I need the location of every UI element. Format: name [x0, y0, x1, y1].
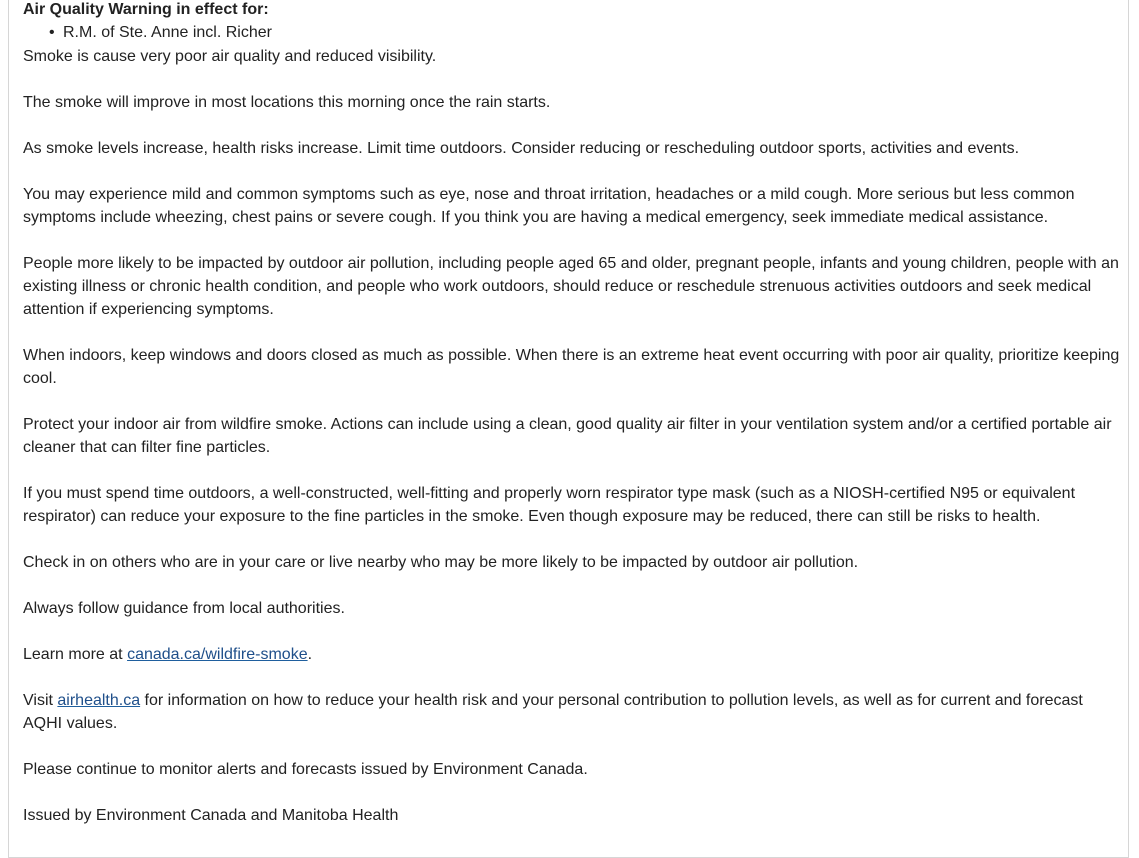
airhealth-link-text: airhealth.ca: [57, 692, 141, 709]
affected-area-item: [49, 21, 1123, 44]
paragraph-smoke-improve: The smoke will improve in most locations this morning once the rain starts.: [23, 94, 551, 111]
paragraph-monitor-alerts: Please continue to monitor alerts and forecasts issued by Environment Canada.: [23, 761, 588, 778]
airhealth-link[interactable]: [57, 692, 140, 709]
learn-more-prefix: Learn more at: [23, 646, 128, 663]
visit-prefix: Visit: [23, 692, 58, 709]
warning-heading: Air Quality Warning in effect for:: [23, 1, 269, 18]
air-quality-warning-document: [23, 0, 1123, 850]
paragraph-at-risk-people: People more likely to be impacted by outdoor air pollution, including people aged 65 and older, pregnant people, infants and young children, people with an existing illness or chronic health condition, and people who work outdoors, should reduce or reschedule strenuous activities outdoors and seek medical attention if experiencing symptoms.: [23, 255, 1119, 318]
affected-area-label: R.M. of Ste. Anne incl. Richer: [63, 24, 272, 41]
wildfire-smoke-link[interactable]: [127, 646, 308, 663]
visit-suffix: for information on how to reduce your health risk and your personal contribution to pollution levels, as well as for current and forecast AQHI values.: [23, 692, 1083, 732]
learn-more-suffix: .: [307, 646, 313, 663]
paragraph-symptoms: You may experience mild and common symptoms such as eye, nose and throat irritation, headaches or a mild cough. More serious but less common symptoms include wheezing, chest pains or severe cough. If you think you are having a medical emergency, seek immediate medical assistance.: [23, 186, 1075, 226]
paragraph-smoke-cause: Smoke is cause very poor air quality and reduced visibility.: [23, 48, 437, 65]
affected-areas-list: [23, 21, 1123, 44]
paragraph-local-authorities: Always follow guidance from local authorities.: [23, 600, 345, 617]
paragraph-indoors: When indoors, keep windows and doors closed as much as possible. When there is an extreme heat event occurring with poor air quality, prioritize keeping cool.: [23, 347, 1120, 387]
issued-by-line: Issued by Environment Canada and Manitoba Health: [23, 807, 399, 824]
paragraph-check-on-others: Check in on others who are in your care or live nearby who may be more likely to be impacted by outdoor air pollution.: [23, 554, 859, 571]
paragraph-learn-more: [23, 643, 1123, 666]
paragraph-respirator: If you must spend time outdoors, a well-constructed, well-fitting and properly worn respirator type mask (such as a NIOSH-certified N95 or equivalent respirator) can reduce your exposure to the fine particles in the smoke. Even though exposure may be reduced, there can still be risks to health.: [23, 485, 1076, 525]
wildfire-smoke-link-text: canada.ca/wildfire-smoke: [127, 646, 308, 663]
paragraph-health-risks: As smoke levels increase, health risks increase. Limit time outdoors. Consider reducing or rescheduling outdoor sports, activities and events.: [23, 140, 1020, 157]
bullet-icon: •: [49, 24, 55, 41]
paragraph-indoor-air: Protect your indoor air from wildfire smoke. Actions can include using a clean, good quality air filter in your ventilation system and/or a certified portable air cleaner that can filter fine particles.: [23, 416, 1112, 456]
paragraph-visit-airhealth: [23, 689, 1123, 735]
